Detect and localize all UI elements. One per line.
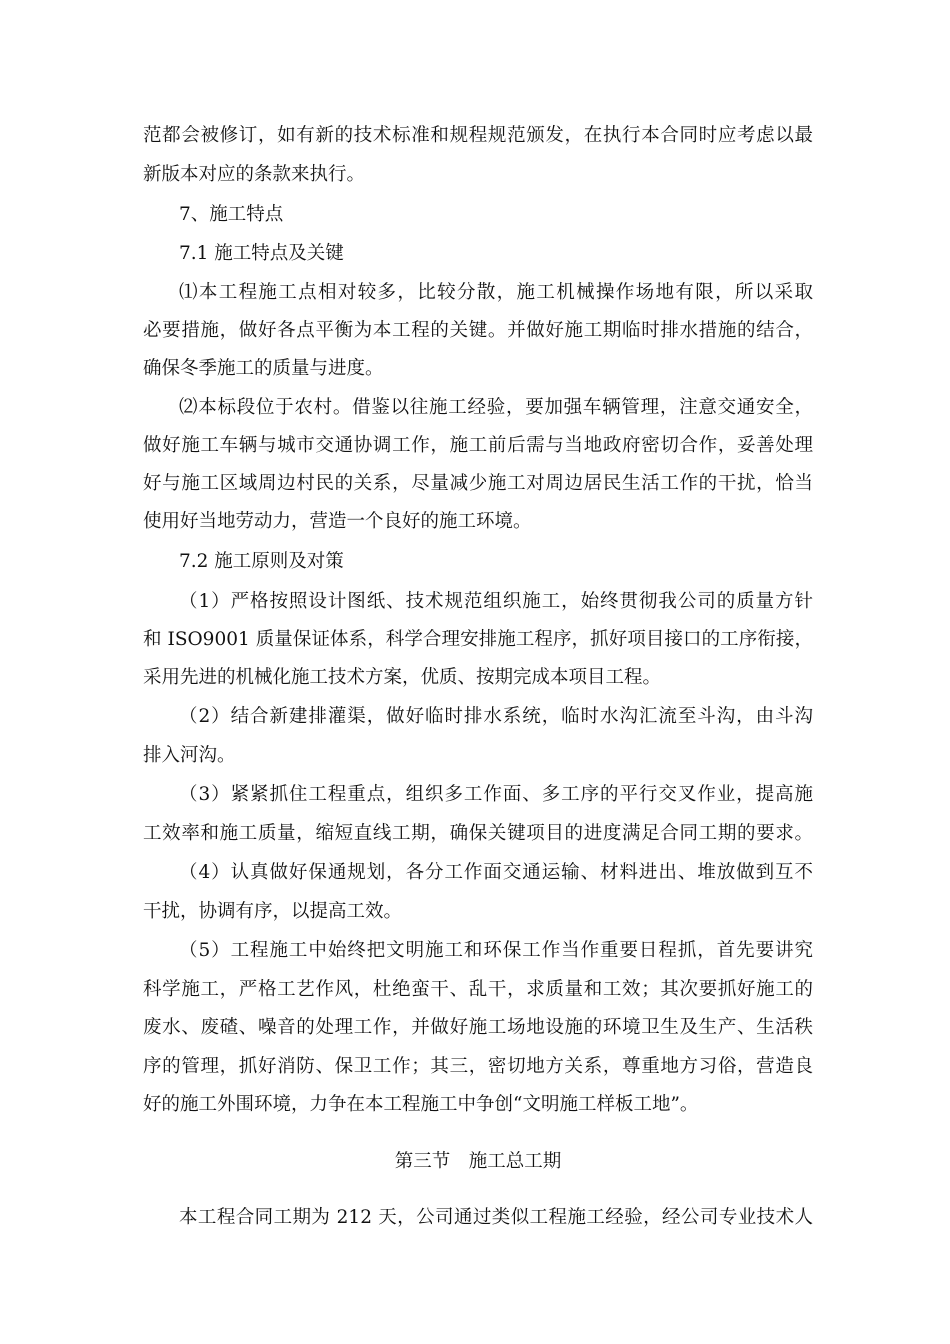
subsection-heading: 7.1 施工特点及关键 xyxy=(179,243,344,264)
text-line: 采用先进的机械化施工技术方案，优质、按期完成本项目工程。 xyxy=(143,667,662,688)
text-line: 废水、废碴、噪音的处理工作，并做好施工场地设施的环境卫生及生产、生活秩 xyxy=(143,1017,813,1038)
text-line: 新版本对应的条款来执行。 xyxy=(143,164,366,185)
text-line: （4）认真做好保通规划，各分工作面交通运输、材料进出、堆放做到互不 xyxy=(179,862,813,883)
text-line: （5）工程施工中始终把文明施工和环保工作当作重要日程抓，首先要讲究 xyxy=(179,940,813,961)
text-line: （1）严格按照设计图纸、技术规范组织施工，始终贯彻我公司的质量方针 xyxy=(179,591,813,612)
subsection-heading: 7.2 施工原则及对策 xyxy=(179,551,344,572)
text-line: 工效率和施工质量，缩短直线工期，确保关键项目的进度满足合同工期的要求。 xyxy=(143,823,813,844)
text-line: ⑴本工程施工点相对较多，比较分散，施工机械操作场地有限，所以采取 xyxy=(179,282,813,303)
text-line: （2）结合新建排灌渠，做好临时排水系统，临时水沟汇流至斗沟，由斗沟 xyxy=(179,706,813,727)
text-line: 排入河沟。 xyxy=(143,745,236,766)
text-line: 序的管理，抓好消防、保卫工作；其三，密切地方关系，尊重地方习俗，营造良 xyxy=(143,1056,813,1077)
text-line: 做好施工车辆与城市交通协调工作，施工前后需与当地政府密切合作，妥善处理 xyxy=(143,435,813,456)
text-line: 干扰，协调有序，以提高工效。 xyxy=(143,901,403,922)
text-line: 和 ISO9001 质量保证体系，科学合理安排施工程序，抓好项目接口的工序衔接， xyxy=(143,629,813,650)
section-heading: 7、施工特点 xyxy=(179,204,284,225)
text-line: 确保冬季施工的质量与进度。 xyxy=(143,358,384,379)
text-line: 本工程合同工期为 212 天，公司通过类似工程施工经验，经公司专业技术人 xyxy=(179,1207,813,1228)
text-line: 好与施工区域周边村民的关系，尽量减少施工对周边居民生活工作的干扰，恰当 xyxy=(143,473,813,494)
text-line: 科学施工，严格工艺作风，杜绝蛮干、乱干，求质量和工效；其次要抓好施工的 xyxy=(143,979,813,1000)
text-line: 范都会被修订，如有新的技术标准和规程规范颁发，在执行本合同时应考虑以最 xyxy=(143,125,813,146)
text-line: ⑵本标段位于农村。借鉴以往施工经验，要加强车辆管理，注意交通安全， xyxy=(179,397,813,418)
text-line: （3）紧紧抓住工程重点，组织多工作面、多工序的平行交叉作业，提高施 xyxy=(179,784,813,805)
chapter-heading: 第三节 施工总工期 xyxy=(394,1151,562,1172)
text-line: 使用好当地劳动力，营造一个良好的施工环境。 xyxy=(143,511,532,532)
text-line: 好的施工外围环境，力争在本工程施工中争创“文明施工样板工地”。 xyxy=(143,1094,699,1115)
text-line: 必要措施，做好各点平衡为本工程的关键。并做好施工期临时排水措施的结合， xyxy=(143,320,813,341)
